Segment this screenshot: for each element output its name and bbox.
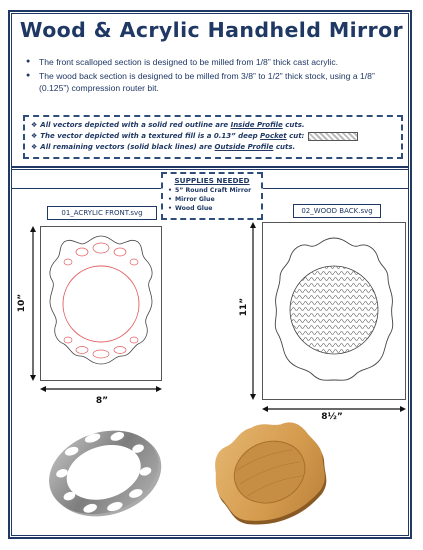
front-width-label: 8” <box>95 396 109 406</box>
page-title: Wood & Acrylic Handheld Mirror <box>19 18 404 42</box>
cut-legend <box>23 115 403 159</box>
supply-item: • Wood Glue <box>167 204 257 213</box>
cut-legend-pocket: ❖ The vector depicted with a textured fill is a 0.13” deep Pocket cut: <box>31 131 395 142</box>
cut-legend-outside: ❖ All remaining vectors (solid black lines) are Outside Profile cuts. <box>31 143 296 151</box>
supply-item: • 5” Round Craft Mirror <box>167 186 257 195</box>
material-notes <box>26 56 404 96</box>
note-front: ● The front scalloped section is designed to be milled from 1/8” thick cast acrylic. <box>26 56 404 68</box>
wood-render-image <box>200 418 340 528</box>
back-height-arrow <box>248 222 258 400</box>
texture-swatch <box>308 132 358 141</box>
note-back: ● The wood back section is designed to be milled from 3/8” to 1/2” thick stock, using a 1/8” (0.125”) compression router bit. <box>26 70 404 94</box>
back-file-label: 02_WOOD BACK.svg <box>293 204 381 218</box>
acrylic-render-image <box>40 420 170 526</box>
front-vector <box>40 226 162 381</box>
front-height-label: 10” <box>17 293 27 313</box>
diamond-icon: ❖ <box>31 143 38 151</box>
supplies-box <box>161 172 263 220</box>
front-height-arrow <box>28 226 38 381</box>
section-divider <box>11 166 409 168</box>
back-vector <box>262 222 406 400</box>
cut-legend-inside: ❖ All vectors depicted with a solid red outline are Inside Profile cuts. <box>31 121 305 129</box>
supplies-title: SUPPLIES NEEDED <box>174 176 250 185</box>
back-width-label: 8½” <box>321 412 343 422</box>
diamond-icon: ❖ <box>31 132 38 140</box>
front-width-arrow <box>40 384 162 394</box>
front-file-label: 01_ACRYLIC FRONT.svg <box>47 206 157 220</box>
diamond-icon: ❖ <box>31 121 38 129</box>
back-height-label: 11” <box>239 297 249 317</box>
supply-item: • Mirror Glue <box>167 195 257 204</box>
